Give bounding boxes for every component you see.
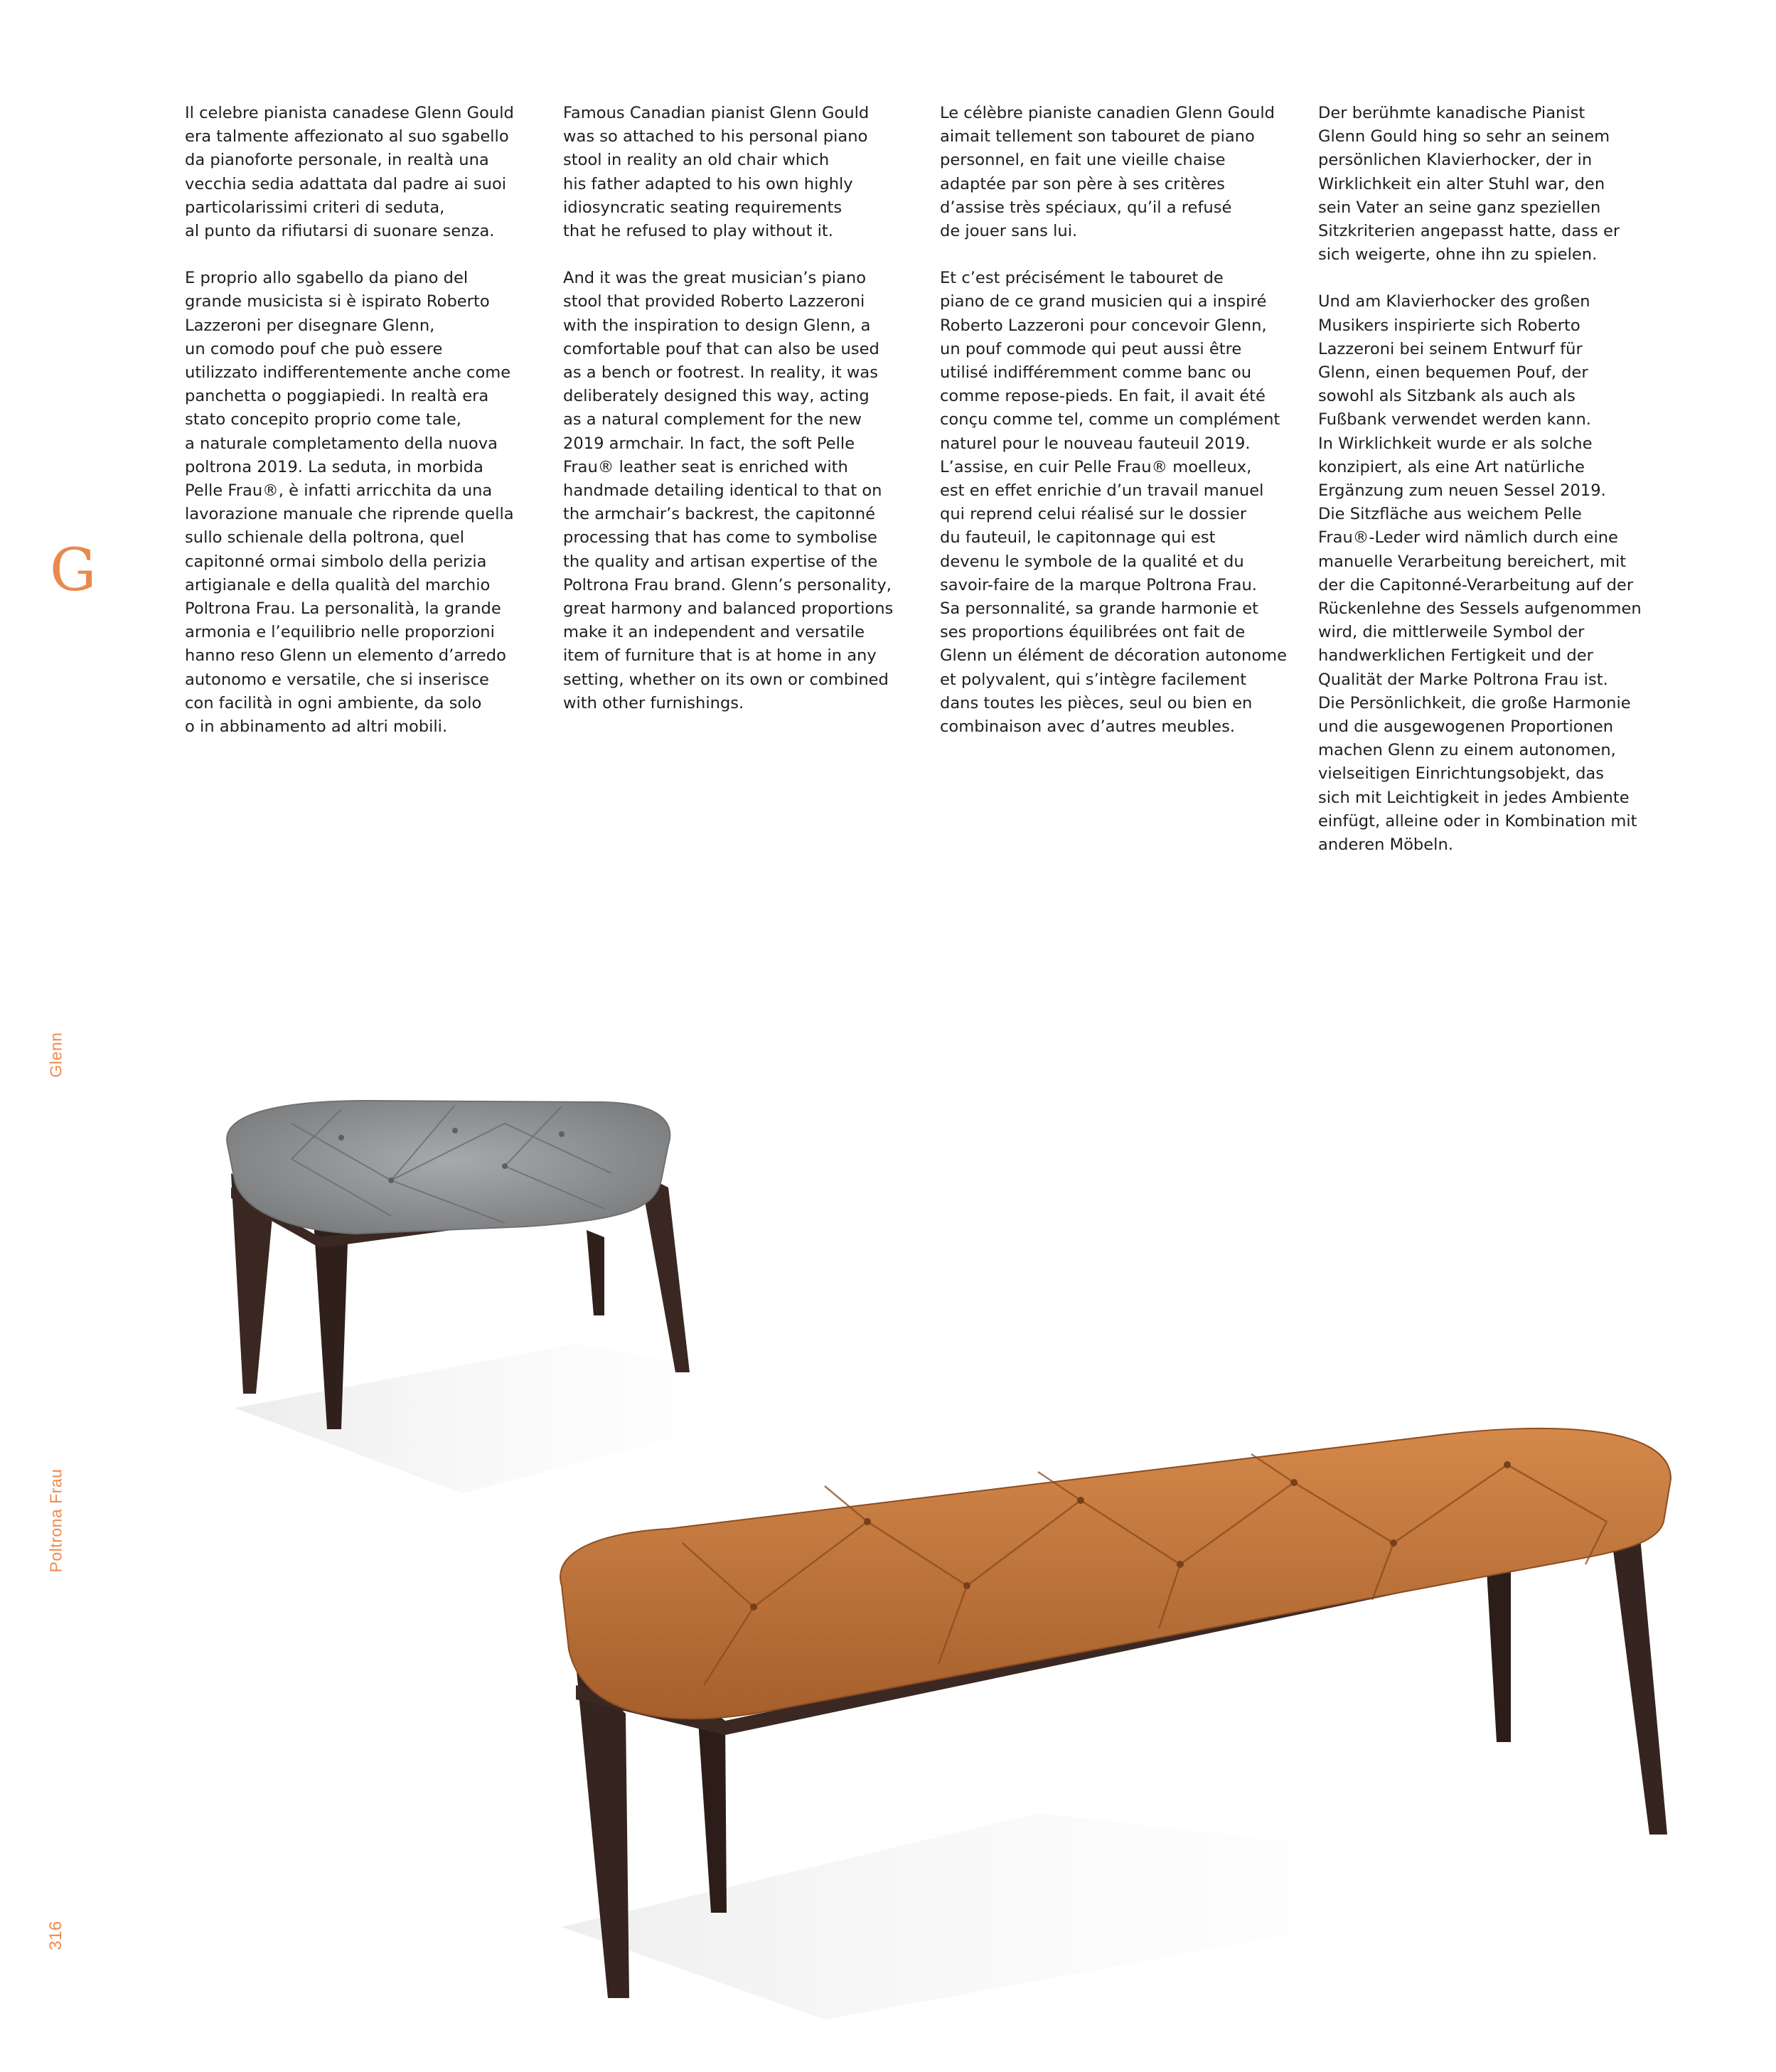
- italian-paragraph-2: E proprio allo sgabello da piano del grande musicista si è ispirato Roberto Lazzeroni per disegnare Glenn, un comodo pouf che può essere utilizzato indifferentemente anche come panchetta o poggiapiedi. In realtà era stato concepito proprio come tale, a naturale completamento della nuova poltrona 2019. La seduta, in morbida Pelle Frau®, è infatti arricchita da una lavorazione manuale che riprende quella sullo schienale della poltrona, quel capitonné ormai simbolo della perizia artigianale e della qualità del marchio Poltrona Frau. La personalità, la grande armonia e l’equilibrio nelle proporzioni hanno reso Glenn un elemento d’arredo autonomo e versatile, che si inserisce con facilità in ogni ambiente, da solo o in abbinamento ad altri mobili.: [185, 269, 514, 737]
- german-paragraph-2: Und am Klavierhocker des großen Musikers inspirierte sich Roberto Lazzeroni bei seinem Entwurf für Glenn, einen bequemen Pouf, der sowohl als Sitzbank als auch als Fußbank verwendet werden kann. In Wirklichkeit wurde er als solche konzipiert, als eine Art natürliche Ergänzung zum neuen Sessel 2019. Die Sitzfläche aus weichem Pelle Frau®-Leder wird nämlich durch eine manuelle Verarbeitung bereichert, mit der die Capitonné-Verarbeitung auf der Rückenlehne des Sessels aufgenommen wird, die mittlerweile Symbol der handwerklichen Fertigkeit und der Qualität der Marke Poltrona Frau ist. Die Persönlichkeit, die große Harmonie und die ausgewogenen Proportionen machen Glenn zu einem autonomen, vielseitigen Einrichtungsobjekt, das sich mit Leichtigkeit in jedes Ambiente einfügt, alleine oder in Kombination mit anderen Möbeln.: [1318, 292, 1642, 855]
- french-paragraph-2: Et c’est précisément le tabouret de piano de ce grand musicien qui a inspiré Roberto Lazzeroni pour concevoir Glenn, un pouf commode qui peut aussi être utilisé indifféremment comme banc ou comme repose-pieds. En fait, il avait été conçu comme tel, comme un complément naturel pour le nouveau fauteuil 2019. L’assise, en cuir Pelle Frau® moelleux, est en effet enrichie d’un travail manuel qui reprend celui réalisé sur le dossier du fauteuil, le capitonnage qui est devenu le symbole de la qualité et du savoir-faire de la marque Poltrona Frau. Sa personnalité, sa grande harmonie et ses proportions équilibrées ont fait de Glenn un élément de décoration autonome et polyvalent, qui s’intègre facilement dans toutes les pièces, seul ou bien en combinaison avec d’autres meubles.: [940, 269, 1288, 737]
- english-paragraph-2: And it was the great musician’s piano stool that provided Roberto Lazzeroni with the inspiration to design Glenn, a comfortable pouf that can also be used as a bench or footrest. In reality, it was deliberately designed this way, acting as a natural complement for the new 2019 armchair. In fact, the soft Pelle Frau® leather seat is enriched with handmade detailing identical to that on the armchair’s backrest, the capitonné processing that has come to symbolise the quality and artisan expertise of the Poltrona Frau brand. Glenn’s personality, great harmony and balanced proportions make it an independent and versatile item of furniture that is at home in any setting, whether on its own or combined with other furnishings.: [563, 269, 894, 712]
- german-text-column: [1318, 102, 1674, 880]
- brand-name-label: Poltrona Frau: [46, 1468, 65, 1573]
- section-initial-letter: G: [50, 537, 97, 604]
- english-paragraph-1: Famous Canadian pianist Glenn Gould was so attached to his personal piano stool in reality an old chair which his father adapted to his own highly idiosyncratic seating requirements that he refused to play without it.: [563, 104, 870, 241]
- italian-paragraph-1: Il celebre pianista canadese Glenn Gould era talmente affezionato al suo sgabello da pianoforte personale, in realtà una vecchia sedia adattata dal padre ai suoi particolarissimi criteri di seduta, al punto da rifiutarsi di suonare senza.: [185, 104, 514, 241]
- english-text-column: [563, 102, 919, 739]
- french-text-column: [940, 102, 1295, 762]
- french-paragraph-1: Le célèbre pianiste canadien Glenn Gould aimait tellement son tabouret de piano personnel, en fait une vieille chaise adaptée par son père à ses critères d’assise très spéciaux, qu’il a refusé de jouer sans lui.: [940, 104, 1275, 241]
- page-number: 316: [46, 1921, 65, 1950]
- italian-text-column: [185, 102, 540, 762]
- product-name-label: Glenn: [46, 1032, 65, 1078]
- cognac-bench-photo: [540, 1415, 1692, 2019]
- german-paragraph-1: Der berühmte kanadische Pianist Glenn Gould hing so sehr an seinem persönlichen Klavierhocker, der in Wirklichkeit ein alter Stuhl war, den sein Vater an seine ganz speziellen Sitzkriterien angepasst hatte, dass er sich weigerte, ohne ihn zu spielen.: [1318, 104, 1620, 265]
